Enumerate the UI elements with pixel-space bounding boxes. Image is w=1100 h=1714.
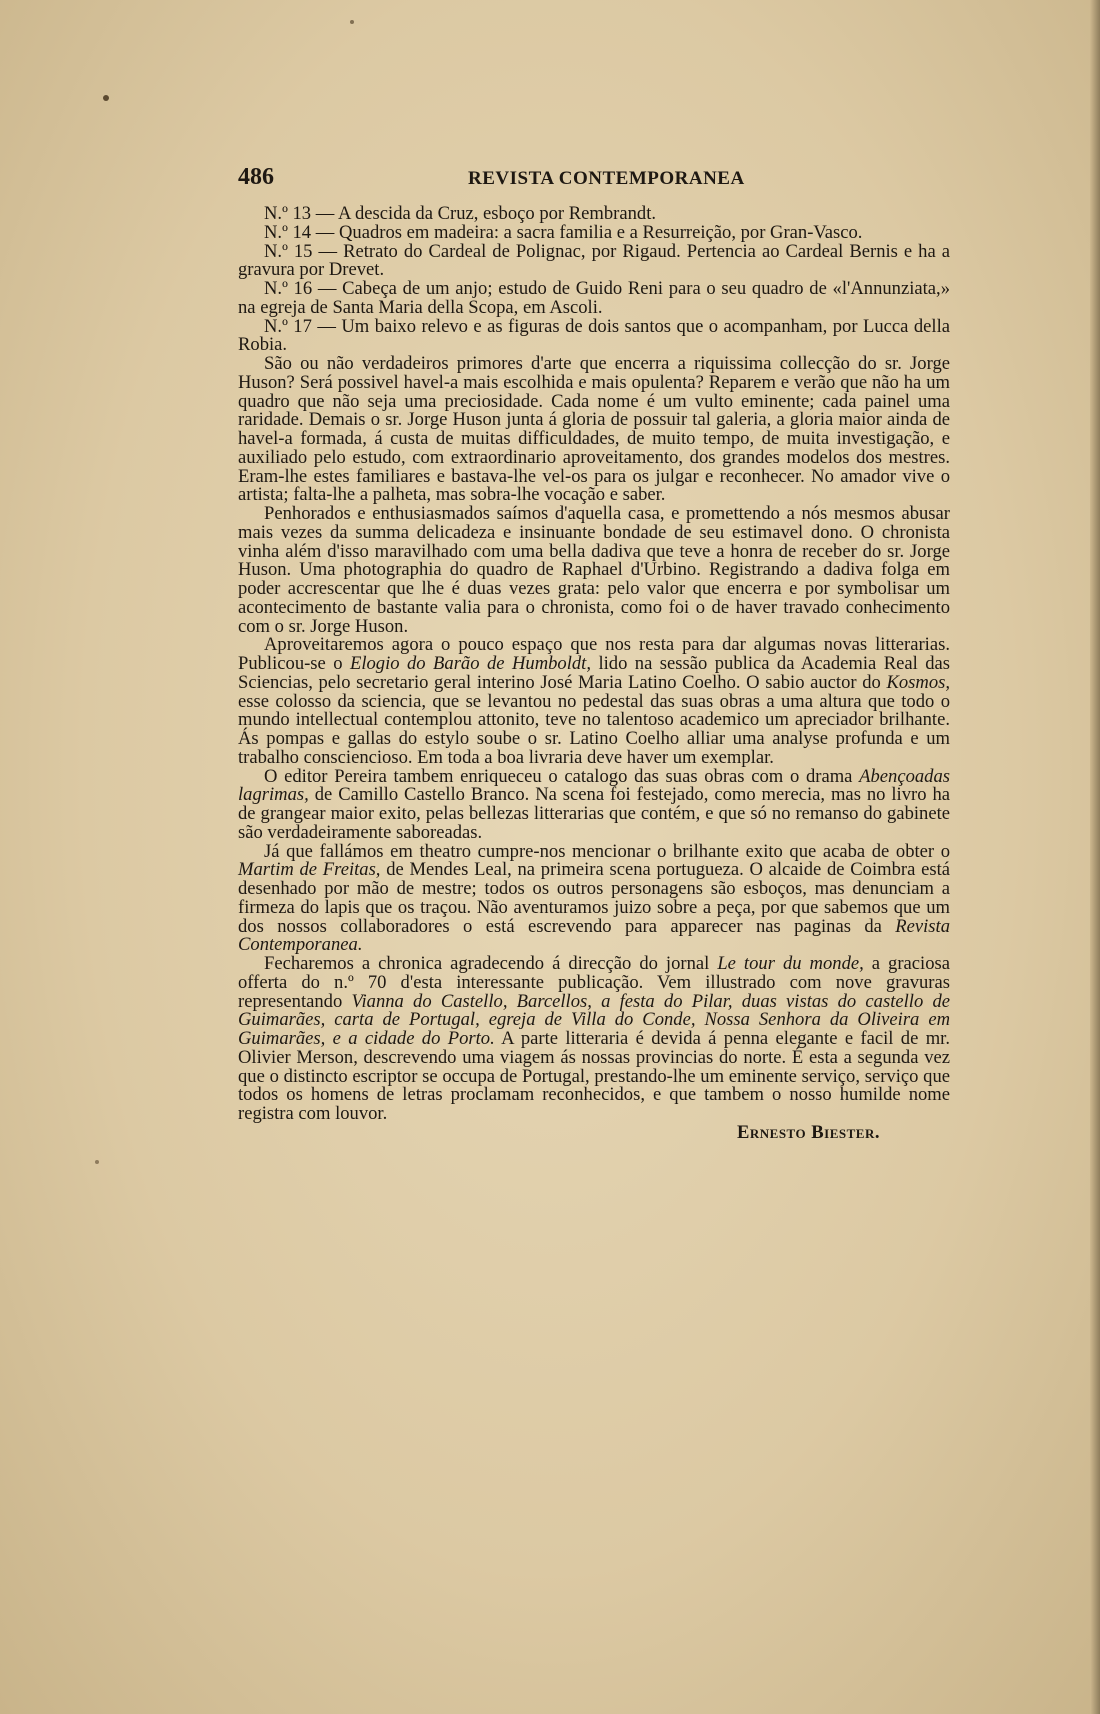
catalog-item: N.º 17 — Um baixo relevo e as figuras de dois santos que o acompanham, por Lucca della Robia. [238, 315, 950, 356]
author-signature: Ernesto Biester. [736, 1121, 880, 1143]
paragraph [238, 765, 950, 843]
text-run: esse colosso da sciencia, que se levantou no pedestal das suas obras a uma altura que todo o mundo intellectual contemplou attonito, teve no talentoso academico um apreciador brilhante. Ás pompas e gallas do estylo soube o sr. Latino Coelho alliar uma analyse profunda e um trabalho consciencioso. Em toda a boa livraria deve haver um exemplar. [238, 690, 950, 768]
text-run: lido na sessão publica da Academia Real das Sciencias, pelo secretario geral interino José Maria Latino Coelho. O sabio auctor do [238, 653, 951, 693]
work-title: Vianna do Castello, Barcellos, a festa do Pilar, duas vistas do castello de Guimarães, carta de Portugal, egreja de Villa do Conde, Nossa Senhora da Oliveira em Guimarães, e a cidade do Porto. [238, 990, 950, 1049]
ink-speck [350, 20, 354, 24]
page-header [238, 164, 950, 194]
ink-speck [95, 1160, 99, 1164]
text-run: Fecharemos a chronica agradecendo á direcção do jornal [264, 953, 718, 974]
work-title: Kosmos, [886, 671, 950, 693]
running-title: REVISTA CONTEMPORANEA [468, 168, 745, 189]
ink-speck [103, 95, 109, 101]
catalog-item: N.º 15 — Retrato do Cardeal de Polignac, por Rigaud. Pertencia ao Cardeal Bernis e ha a gravura por Drevet. [238, 240, 950, 281]
text-run: A parte litteraria é devida á penna elegante e facil de mr. Olivier Merson, descrevendo uma viagem ás nossas provincias do norte. É esta a segunda vez que o distincto escriptor se occupa de Portugal, prestando-lhe um eminente serviço, serviço que todos os homens de letras proclamam reconhecidos, e que tambem o nosso humilde nome registra com louvor. [238, 1028, 950, 1124]
paragraph [238, 636, 950, 767]
catalog-item: N.º 16 — Cabeça de um anjo; estudo de Guido Reni para o seu quadro de «l'Annunziata,» na egreja de Santa Maria della Scopa, em Ascoli. [238, 278, 950, 318]
work-title: Martim de Freitas, [238, 859, 381, 881]
work-title: Abençoadas lagrimas, [238, 765, 950, 806]
work-title: Revista Contemporanea. [238, 915, 950, 956]
paragraph [238, 955, 950, 1124]
catalog-item: N.º 14 — Quadros em madeira: a sacra familia e a Resurreição, por Gran-Vasco. [264, 221, 863, 243]
text-run: O editor Pereira tambem enriqueceu o catalogo das suas obras com o drama [264, 765, 860, 787]
page-number: 486 [238, 164, 274, 190]
text-run: de Mendes Leal, na primeira scena portugueza. O alcaide de Coimbra está desenhado por mão de mestre; todos os outros personagens são esboços, mas denunciam a firmeza do lapis que os traçou. Não aventuramos juizo sobre a peça, por que sabemos que um dos nossos collaboradores o está escrevendo para apparecer nas paginas da [238, 859, 950, 937]
text-run: de Camillo Castello Branco. Na scena foi festejado, como merecia, mas no livro ha de grangear maior exito, pelas bellezas litterarias que contém, e que só no remanso do gabinete são verdadeiramente saboreadas. [238, 784, 950, 843]
paragraph: São ou não verdadeiros primores d'arte que encerra a riquissima collecção do sr. Jorge Huson? Será possivel havel-a mais escolhida e mais opulenta? Reparem e verão que não ha um quadro que não seja uma preciosidade. Cada nome é um vulto eminente; cada painel uma raridade. Demais o sr. Jorge Huson junta á gloria de possuir tal galeria, a gloria maior ainda de havel-a formada, á custa de muitas difficuldades, de muito tempo, de muita investigação, e auxiliado pelo estudo, com extraordinario aproveitamento, dos grandes modelos dos mestres. Eram-lhe estes familiares e bastava-lhe vel-os para os julgar e reconhecer. No amador vive o artista; falta-lhe a palheta, mas sobra-lhe vocação e saber. [238, 353, 950, 506]
work-title: Elogio do Barão de Humboldt, [349, 653, 591, 674]
work-title: Le tour du monde, [717, 953, 864, 974]
text-run: Já que fallámos em theatro cumpre-nos mencionar o brilhante exito que acaba de obter o [264, 840, 950, 862]
article-text [238, 205, 950, 1143]
paragraph: Penhorados e enthusiasmados saímos d'aquella casa, e promettendo a nós mesmos abusar mais vezes da summa delicadeza e insinuante bondade de seu estimavel dono. O chronista vinha além d'isso maravilhado com uma bella dadiva que teve a honra de receber do sr. Jorge Huson. Uma photographia do quadro de Raphael d'Urbino. Registrando a dadiva folga em poder accrescentar que lhe é duas vezes grata: pelo valor que encerra e por symbolisar um acontecimento de bastante valia para o chronista, como foi o de haver travado conhecimento com o sr. Jorge Huson. [238, 503, 950, 637]
paragraph [238, 840, 950, 956]
page-edge [1090, 0, 1100, 1714]
text-run: a graciosa offerta do n.º 70 d'esta interessante publicação. Vem illustrado com nove gravuras representando [238, 953, 951, 1012]
text-run: Aproveitaremos agora o pouco espaço que nos resta para dar algumas novas litterarias. Publicou-se o [238, 634, 950, 674]
catalog-item: N.º 13 — A descida da Cruz, esboço por Rembrandt. [264, 203, 657, 224]
